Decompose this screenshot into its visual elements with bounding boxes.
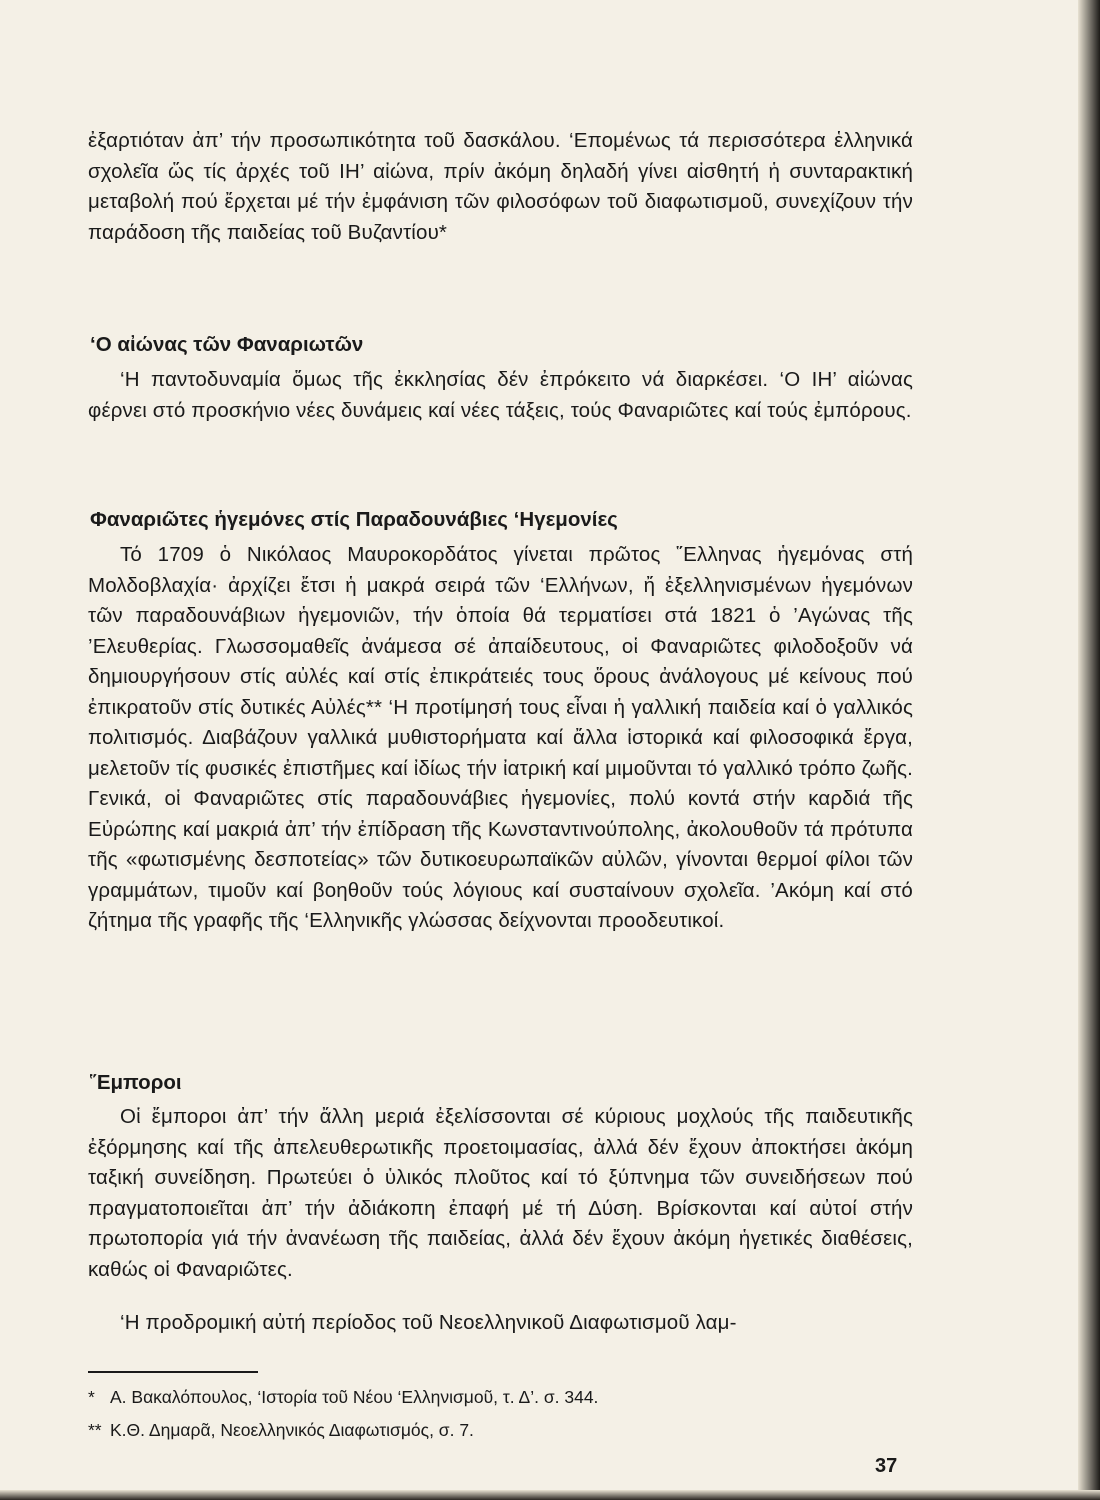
body-text: ἐξαρτιόταν ἀπ’ τήν προσωπικότητα τοῦ δασκάλου. ‘Επομένως τά περισσότερα ἑλληνικά σχολεῖα ὥς τίς ἀρχές τοῦ ΙΗ’ αἰώνα, πρίν ἀκόμη δηλαδή γίνει αἰσθητή ἡ συνταρακτική μεταβολή πού ἔρχεται μέ τήν ἐμφάνιση τῶν φιλοσόφων τοῦ διαφωτισμοῦ, συνεχίζουν τήν παράδοση τῆς παιδείας τοῦ Βυζαντίου* [88,129,913,244]
footnote-text: Κ.Θ. Δημαρᾶ, Νεοελληνικός Διαφωτισμός, σ. 7. [110,1420,474,1440]
footnote-text: Α. Βακαλόπουλος, ‘Ιστορία τοῦ Νέου ‘Ελληνισμοῦ, τ. Δ’. σ. 344. [110,1387,599,1407]
scan-edge-bottom [0,1490,1100,1500]
body-text: ‘Η παντοδυναμία ὅμως τῆς ἐκκλησίας δέν ἐπρόκειτο νά διαρκέσει. ‘Ο ΙΗ’ αἰώνας φέρνει στό προσκήνιο νέες δυνάμεις καί νέες τάξεις, τούς Φαναριῶτες καί τούς ἐμπόρους. [88,368,913,422]
scan-edge-right [1078,0,1100,1500]
footnote-mark: ** [88,1420,102,1440]
section-heading-fanariotes: Φαναριῶτες ἡγεμόνες στίς Παραδουνάβιες ‘Ηγεμονίες [90,508,618,531]
paragraph-emporoi [88,1102,913,1285]
paragraph-aion [88,365,913,426]
paragraph-closing [88,1308,913,1339]
body-text: ‘Η προδρομική αὐτή περίοδος τοῦ Νεοελληνικοῦ Διαφωτισμοῦ λαμ- [120,1311,737,1334]
body-text: Τό 1709 ὁ Νικόλαος Μαυροκορδάτος γίνεται πρῶτος ῞Ελληνας ἡγεμόνας στή Μολδοβλαχία· ἀρχίζει ἔτσι ἡ μακρά σειρά τῶν ‘Ελλήνων, ἤ ἐξελληνισμένων ἡγεμόνων τῶν παραδουνάβιων ἡγεμονιῶν, τήν ὁποία θά τερματίσει στά 1821 ὁ ’Αγώνας τῆς ’Ελευθερίας. Γλωσσομαθεῖς ἀνάμεσα σέ ἀπαίδευτους, οἱ Φαναριῶτες φιλοδοξοῦν νά δημιουργήσουν στίς αὐλές καί στίς ἐπικράτειές τους ὅρους ἀνάλογους μέ κείνους πού ἐπικρατοῦν στίς δυτικές Αὐλές** ‘Η προτίμησή τους εἶναι ἡ γαλλική παιδεία καί ὁ γαλλικός πολιτισμός. Διαβάζουν γαλλικά μυθιστορήματα καί ἄλλα ἱστορικά καί φιλοσοφικά ἔργα, μελετοῦν τίς φυσικές ἐπιστῆμες καί ἰδίως τήν ἰατρική καί μιμοῦνται τό γαλλικό τρόπο ζωῆς. Γενικά, οἱ Φαναριῶτες στίς παραδουνάβιες ἡγεμονίες, πολύ κοντά στήν καρδιά τῆς Εὐρώπης καί μακριά ἀπ’ τήν ἐπίδραση τῆς Κωνσταντινούπολης, ἀκολουθοῦν τά πρότυπα τῆς «φωτισμένης δεσποτείας» τῶν δυτικοευρωπαϊκῶν αὐλῶν, γίνονται θερμοί φίλοι τῶν γραμμάτων, τιμοῦν καί βοηθοῦν τούς λόγιους καί συσταίνουν σχολεῖα. ’Ακόμη καί στό ζήτημα τῆς γραφῆς τῆς ‘Ελληνικῆς γλώσσας δείχνονται προοδευτικοί. [88,543,913,932]
footnote-1 [88,1385,598,1409]
page-number: 37 [875,1455,898,1477]
footnote-mark: * [88,1387,95,1407]
section-heading-aion: ‘Ο αἰώνας τῶν Φαναριωτῶν [90,333,364,356]
paragraph-intro [88,126,913,248]
paragraph-fanariotes [88,540,913,937]
body-text: Οἱ ἔμποροι ἀπ’ τήν ἄλλη μεριά ἐξελίσσονται σέ κύριους μοχλούς τῆς παιδευτικῆς ἐξόρμησης καί τῆς ἀπελευθερωτικῆς προετοιμασίας, ἀλλά δέν ἔχουν ἀποκτήσει ἀκόμη ταξική συνείδηση. Πρωτεύει ὁ ὑλικός πλοῦτος καί τό ξύπνημα τῶν συνειδήσεων πού πραγματοποιεῖται ἀπ’ τήν ἀδιάκοπη ἐπαφή μέ τή Δύση. Βρίσκονται καί αὐτοί στήν πρωτοπορία γιά τήν ἀνανέωση τῆς παιδείας, ἀλλά δέν ἔχουν ἀκόμη ἡγετικές διαθέσεις, καθώς οἱ Φαναριῶτες. [88,1105,913,1281]
section-heading-emporoi: ῞Εμποροι [90,1071,182,1094]
footnote-2 [88,1418,474,1442]
footnote-divider [88,1371,258,1373]
